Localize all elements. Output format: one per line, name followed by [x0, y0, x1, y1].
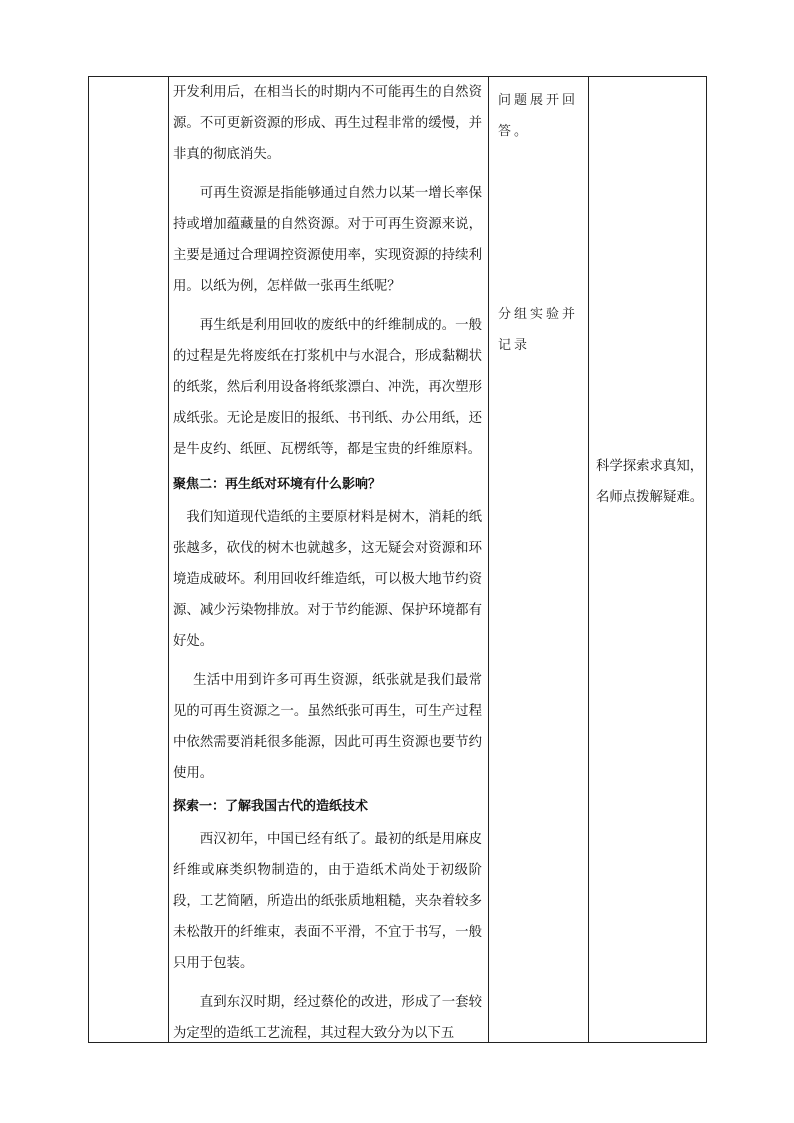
section-heading: 探索一：了解我国古代的造纸技术 [173, 799, 369, 814]
paragraph: 西汉初年，中国已经有纸了。最初的纸是用麻皮纤维或麻类织物制造的，由于造纸术尚处于初级阶段，工艺简陋，所造出的纸张质地粗糙，夹杂着较多未松散开的纤维束，表面不平滑，不宜于书写，一般只用于包装。 [173, 832, 482, 971]
student-note: 分组实验并记录 [498, 307, 579, 353]
paragraph: 生活中用到许多可再生资源，纸张就是我们最常见的可再生资源之一。虽然纸张可再生，可生产过程中依然需要消耗很多能源，因此可再生资源也要节约使用。 [173, 673, 482, 781]
section-heading: 聚焦二：再生纸对环境有什么影响？ [173, 477, 382, 492]
lesson-table [88, 76, 707, 1043]
paragraph: 可再生资源是指能够通过自然力以某一增长率保持或增加蕴藏量的自然资源。对于可再生资源来说，主要是通过合理调控资源使用率，实现资源的持续利用。以纸为例，怎样做一张再生纸呢？ [173, 186, 482, 294]
design-intent-cell [588, 77, 708, 513]
teaching-content-cell [168, 77, 488, 1049]
paragraph: 我们知道现代造纸的主要原材料是树木，消耗的纸张越多，砍伐的树木也就越多，这无疑会对资源和环境造成破坏。利用回收纤维造纸，可以极大地节约资源、减少污染物排放。对于节约能源、保护环境都有好处。 [173, 510, 482, 649]
paragraph: 开发利用后，在相当长的时期内不可能再生的自然资源。不可更新资源的形成、再生过程非常的缓慢，并非真的彻底消失。 [173, 85, 482, 162]
paragraph: 直到东汉时期，经过蔡伦的改进，形成了一套较为定型的造纸工艺流程，其过程大致分为以下五 [173, 995, 482, 1041]
student-note: 问题展开回答。 [498, 93, 579, 139]
design-note: 科学探索求真知，名师点拨解疑难。 [596, 459, 704, 505]
paragraph: 再生纸是利用回收的废纸中的纤维制成的。一般的过程是先将废纸在打浆机中与水混合，形成黏糊状的纸浆，然后利用设备将纸浆漂白、冲洗，再次塑形成纸张。无论是废旧的报纸、书刊纸、办公用纸，还是牛皮约、纸匣、瓦楞纸等，都是宝贵的纤维原料。 [173, 318, 482, 457]
student-activity-cell [488, 77, 588, 361]
